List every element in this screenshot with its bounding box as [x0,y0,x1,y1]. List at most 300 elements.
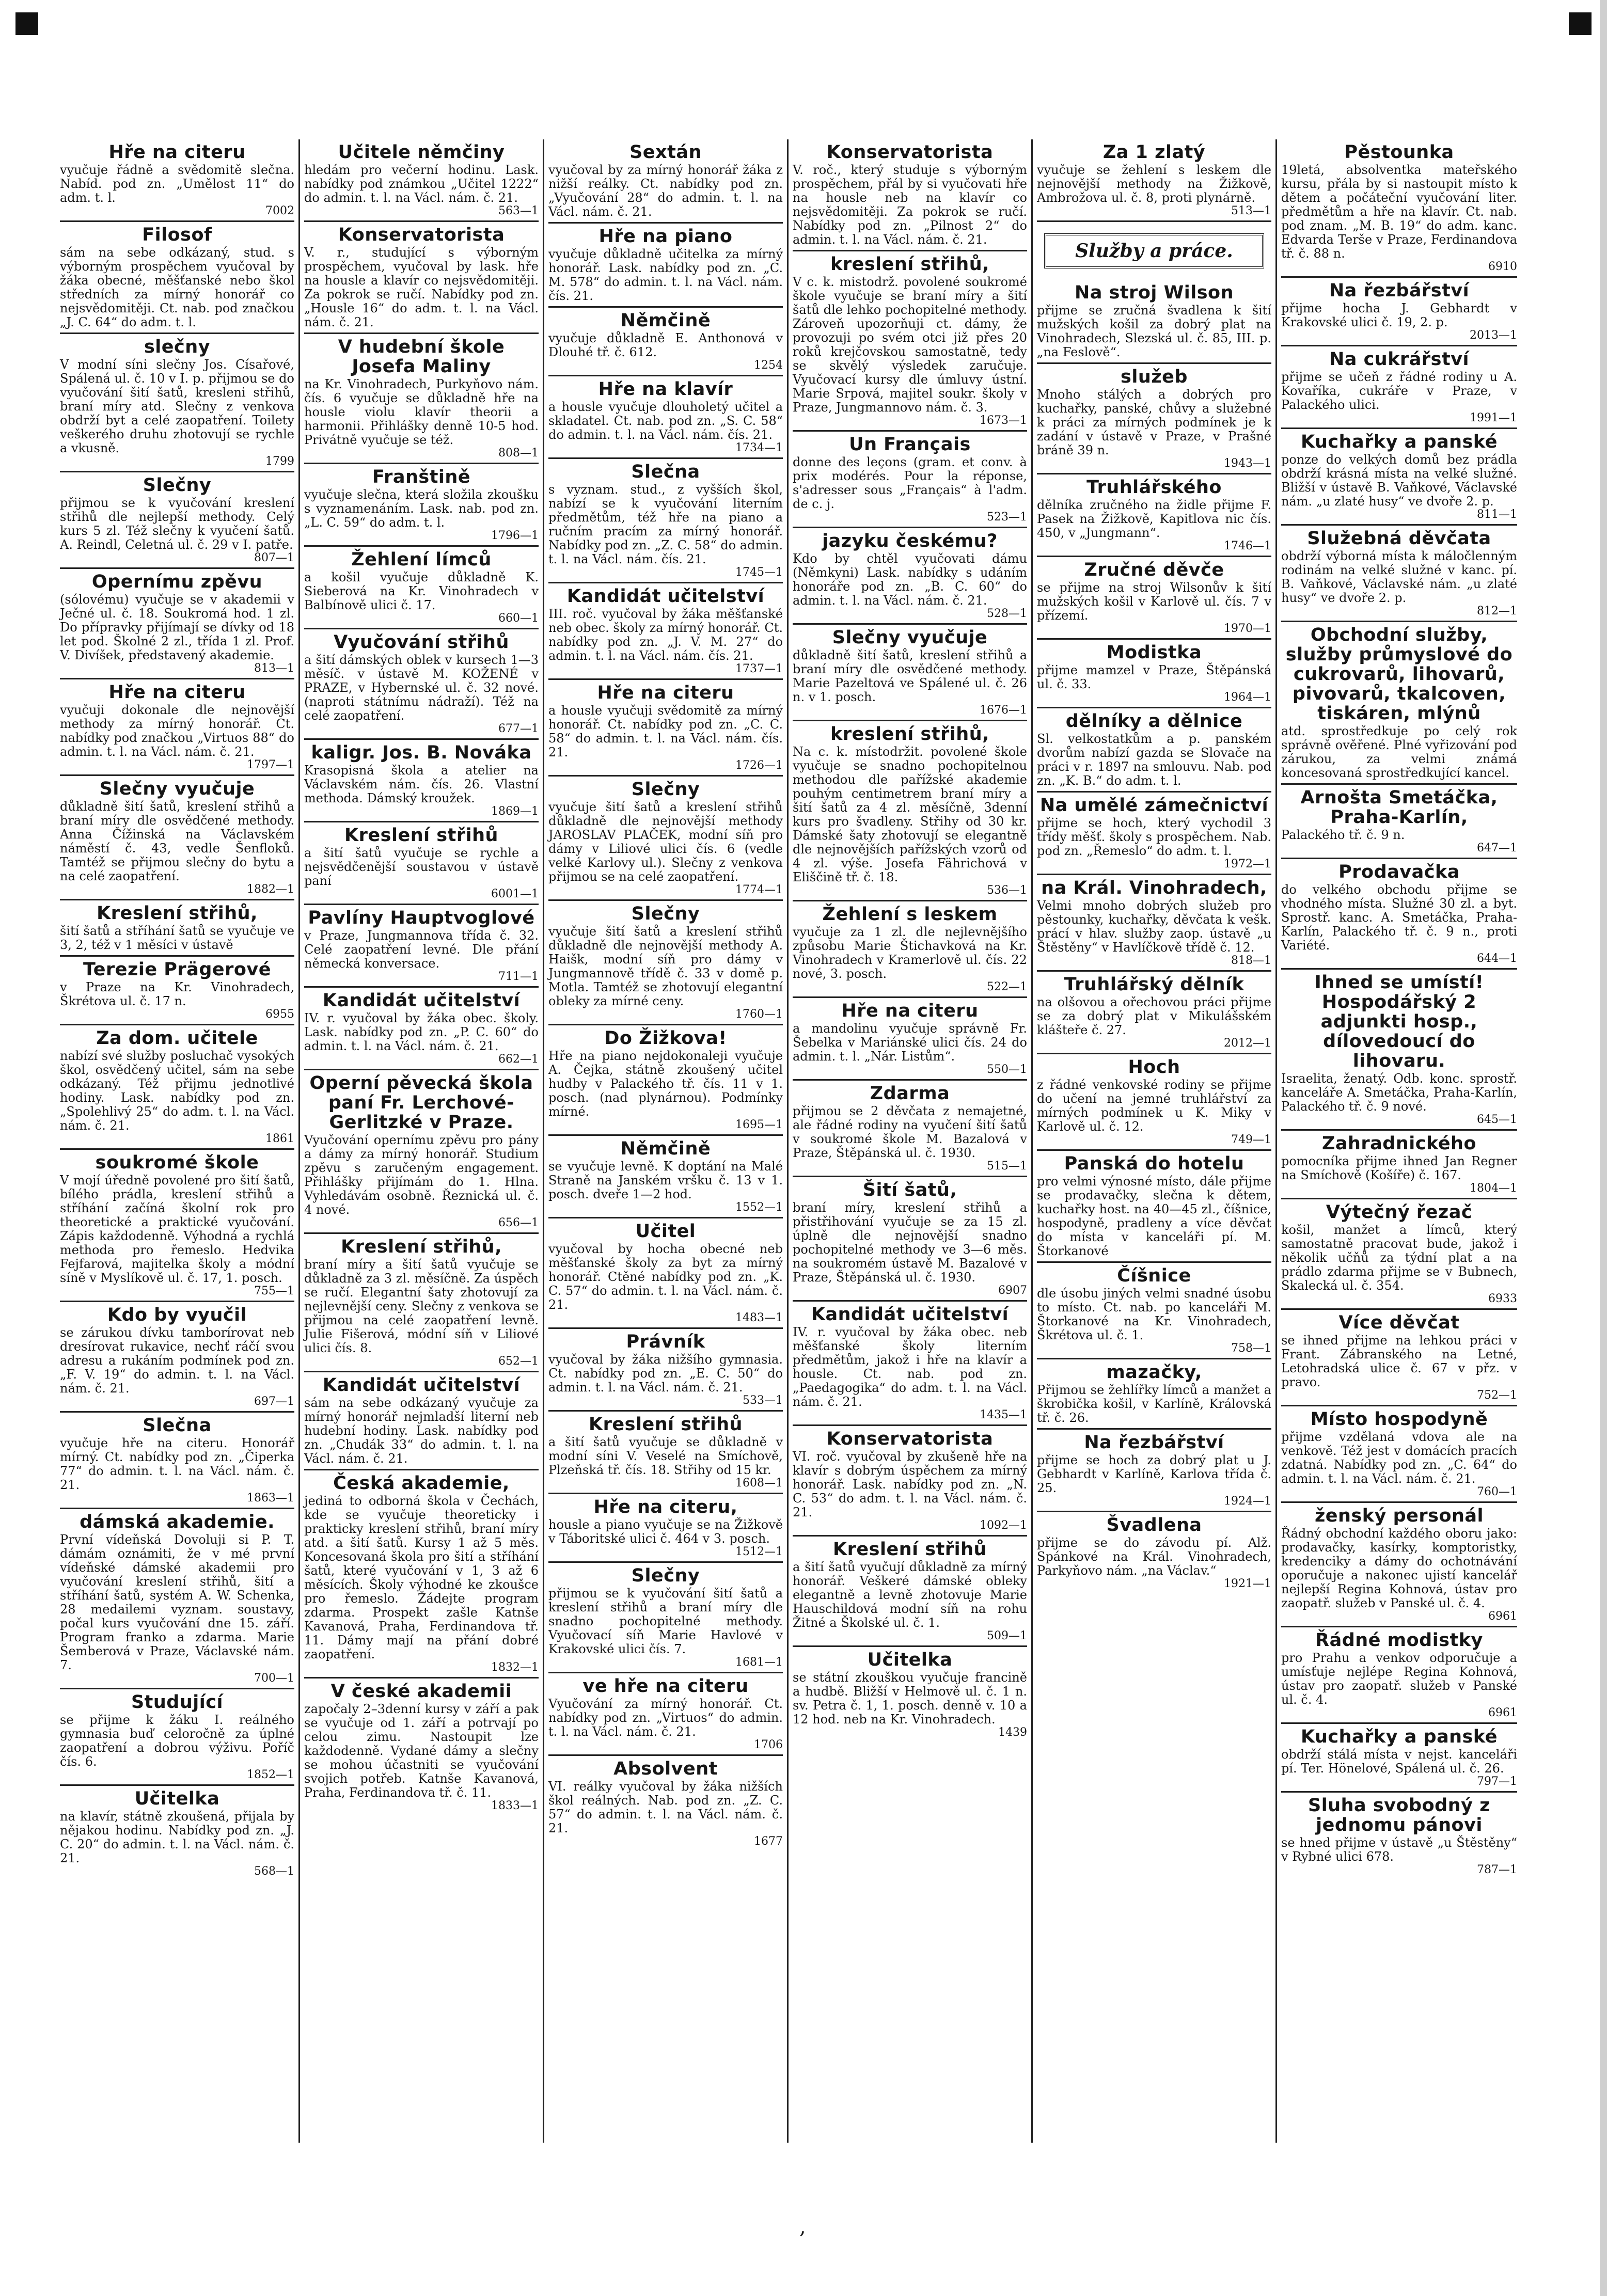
classified-ad [1037,280,1271,364]
ad-body: vyučuje důkladně E. Anthonová v Dlouhé tř. č. 612. [548,331,783,359]
ad-title: Hoch [1128,1057,1180,1078]
ad-body: započaly 2–3denní kursy v září a pak se vyučuje od 1. září a potrvají po celou zimu. Nastoupit lze každodenně. Vydané dámy a slečny se mohou účastniti se vyučování svojich potřeb. Katnše Kavanová, Praha, Ferdinandova tř. č. 11. [304,1702,539,1800]
ad-reference-number: 1882—1 [247,883,294,896]
ad-reference-number: 1706 [754,1738,783,1751]
ad-title: ve hře na citeru [582,1676,749,1697]
ad-title: Žehlení s leskem [822,904,998,925]
ad-body: vyučoval by za mírný honorář žáka z nižší reálky. Ct. nabídky pod zn. „Vyučování 28“ do admin. t. l. na Václ. nám. č. 21. [548,163,783,219]
classified-ad [60,472,294,569]
ad-body: Přijmou se žehlířky límců a manžet a škrobička košil, v Karlíně, Královská tř. č. 26. [1037,1383,1271,1425]
ad-body: ponze do velkých domů bez prádla obdrží krásná místa na velké služné. Bližší v ústavě B. Vaňkové, Václavské nám. „u zlaté husy“ ve dvoře 2. p. [1281,452,1517,509]
ad-title: Konservatorista [338,225,505,245]
ad-reference-number: 528—1 [987,607,1027,620]
ad-title: na Král. Vinohradech, [1041,878,1267,898]
ad-body: vyučuje šití šatů a kreslení střihů důkladně dle nejnovější methody JAROSLAV PLAČEK, modní síň pro dámy v Liliové ulici čís. 6 (vedle velké Karlovy ul.). Slečny z venkova přijmou se na celé zaopatření. [548,800,783,884]
ad-title: Právník [626,1332,705,1352]
ad-title: Učitelka [867,1650,953,1670]
ad-title: dámská akademie. [80,1512,275,1532]
ad-title: Truhlářského [1086,477,1222,498]
classified-ad [60,1786,294,1881]
ad-title: Panská do hotelu [1064,1153,1244,1174]
classified-ad [1281,859,1517,970]
ad-reference-number: 652—1 [498,1355,539,1368]
ad-title: Slečna [143,1415,212,1436]
ad-reference-number: 1483—1 [735,1311,783,1324]
ad-reference-number: 1608—1 [735,1477,783,1490]
ad-reference-number: 1726—1 [735,759,783,772]
ad-title: Kreslení střihů [589,1414,743,1435]
ad-title: Hře na klavír [598,379,733,400]
ad-title: Kreslení střihů [344,825,498,846]
ad-reference-number: 760—1 [1477,1485,1517,1498]
ad-title: Konservatorista [826,142,994,163]
classified-ad [1281,346,1517,429]
ad-body: z řádné venkovské rodiny se přijme do učení na jemné truhlářství za mírných podmínek u K. Miky v Karlově ul. č. 12. [1037,1078,1271,1134]
ad-title: Opernímu zpěvu [91,572,263,592]
classified-ad [793,528,1027,625]
ad-reference-number: 662—1 [498,1053,539,1066]
ad-title: Zdarma [870,1083,950,1104]
ad-title: Slečna [631,462,700,482]
ad-title: dělníky a dělnice [1065,711,1243,732]
ad-title: Za 1 zlatý [1102,142,1206,163]
classified-ad [1037,1151,1271,1263]
corner-mark-right [1569,12,1592,35]
classified-ad [793,901,1027,998]
ad-body: sám na sebe odkázaný, stud. s výborným prospěchem vyučoval by žáka obecné, měšťanské nebo škol středních za mírný honorář co nejsvědomitěji. Ct. nab. pod značkou „J. C. 64“ do adm. t. l. [60,245,294,329]
ad-reference-number: 711—1 [498,970,539,983]
ad-title: Česká akademie, [333,1473,510,1494]
ad-body: a housle vyučuje dlouholetý učitel a skladatel. Ct. nab. pod zn. „S. C. 58“ do admin. t. l. na Václ. nám. čís. 21. [548,400,783,442]
ad-reference-number: 1863—1 [247,1492,294,1505]
classified-ad [60,139,294,222]
ad-body: se ihned přijme na lehkou práci v Frant. Zábranského na Letné, Letohradská ulice č. 67 v přz. v pravo. [1281,1333,1517,1389]
ad-title: Modistka [1106,642,1202,663]
ad-reference-number: 509—1 [987,1629,1027,1642]
ad-reference-number: 1435—1 [980,1408,1027,1421]
classified-ad [304,740,539,822]
classified-ad [304,139,539,222]
ad-reference-number: 811—1 [1477,508,1517,521]
ad-title: Studující [131,1692,224,1713]
classified-ad [548,376,783,459]
ad-title: Němčině [620,1138,711,1159]
ad-reference-number: 1852—1 [247,1768,294,1781]
ad-reference-number: 2012—1 [1224,1037,1271,1050]
ad-reference-number: 758—1 [1231,1342,1271,1355]
classified-ad [548,459,783,583]
ad-reference-number: 6910 [1488,260,1517,273]
ad-title: Slečny [631,779,700,800]
classified-ad [1037,1263,1271,1359]
classified-ad [548,1025,783,1136]
classified-ad [304,547,539,629]
ad-title: V české akademii [330,1681,512,1702]
ad-title: Franštině [372,467,471,487]
column-1 [56,139,300,2143]
ad-body: se státní zkouškou vyučuje francině a hudbě. Bližší v Helmově ul. č. 1 n. sv. Petra č. 1, 1. posch. denně v. 10 a 12 hod. neb na Kr. Vinohradech. [793,1670,1027,1727]
ad-reference-number: 550—1 [987,1063,1027,1076]
ad-title: Učitel [635,1221,696,1242]
ad-body: přijme vzdělaná vdova ale na venkově. Též jest v domácích pracích zdatná. Nabídky pod zn. „C. 64“ do admin. t. l. na Václ. nám. č. 21. [1281,1430,1517,1486]
ad-body: přijme se zručná švadlena k šití mužských košil za dobrý plat na Vinohradech, Slezská ul. č. 85, III. p. „na Feslově“. [1037,303,1271,359]
ad-body: V. roč., který studuje s výborným prospěchem, přál by si vyučovati hře na housle neb na klavír co nejsvědomitěji. Za pokrok se ručí. Nabídky pod zn. „Pilnost 2“ do admin. t. l. na Václ. nám. č. 21. [793,163,1027,247]
ad-body: přijme hocha J. Gebhardt v Krakovské ulici č. 19, 2. p. [1281,301,1517,329]
classified-ad [1281,1131,1517,1199]
ad-body: a šití šatů vyučuje se důkladně v modní síni V. Veselé na Smíchově, Plzeňská tř. čís. 18. Střihy od 15 kr. [548,1435,783,1477]
ad-reference-number: 1991—1 [1470,411,1517,424]
classified-ad [793,721,1027,901]
ad-body: na Kr. Vinohradech, Purkyňovo nám. čís. 6 vyučuje se důkladně hře na housle violu klavír theorii a harmonii. Přihlášky denně 10-5 hod. Privátně vyučuje se též. [304,377,539,447]
ad-title: Hře na piano [598,226,733,247]
classified-ad [304,1470,539,1679]
ad-body: a šití šatů vyučuje se rychle a nejsvědčenější soustavou v ústavě paní [304,846,539,888]
ad-reference-number: 807—1 [254,551,294,564]
ad-body: se přijme na stroj Wilsonův k šití mužských košil v Karlově ul. čís. 7 v přízemí. [1037,580,1271,623]
ad-title: Do Žižkova! [604,1028,727,1049]
ad-reference-number: 818—1 [1231,954,1271,967]
classified-ad [548,308,783,376]
classified-ad [1281,429,1517,526]
ad-body: První vídeňská Dovoluji si P. T. dámám oznámiti, že v mé první vídeňské dámské akademii pro vyučování kreslení střihů, šití a stříhání šatů, systém A. W. Schenka, 28 medailemi vyznam. soustavy, počal kurs vyučování dne 15. září. Program franko a zdarma. Marie Šemberová v Praze, Václavské nám. 7. [60,1532,294,1672]
ad-title: Hře na citeru, [593,1497,738,1517]
ad-title: Un Français [849,434,971,455]
ad-reference-number: 568—1 [254,1865,294,1878]
ad-reference-number: 6907 [998,1284,1027,1297]
ad-title: Služebná děvčata [1307,528,1491,549]
ad-body: Hře na piano nejdokonaleji vyučuje A. Čejka, státně zkoušený učitel hudby v Palackého tř. čís. 11 v 1. posch. (nad plynárnou). Podmínky mírné. [548,1049,783,1119]
ad-reference-number: 6961 [1488,1610,1517,1623]
ad-reference-number: 1676—1 [980,704,1027,717]
ad-title: kreslení střihů, [830,724,989,745]
ad-title: Hře na citeru [841,1001,979,1021]
ad-body: a mandolinu vyučuje správně Fr. Šebelka v Mariánské ulici čís. 24 do admin. t. l. „Nár. Listům“. [793,1021,1027,1064]
ad-body: přijmou se k vyučování kreslení střihů dle nejlepší methody. Celý kurs 5 zl. Též slečny k vyučení šatů. A. Reindl, Celetná ul. č. 29 v I. patře. [60,496,294,552]
ad-reference-number: 644—1 [1477,952,1517,965]
classified-ad [304,629,539,740]
ad-body: přijme se učeň z řádné rodiny u A. Kovaříka, cukráře v Praze, v Palackého ulici. [1281,370,1517,412]
ad-body: do velkého obchodu přijme se vhodného místa. Služné 30 zl. a byt. Sprostř. kanc. A. Smetáčka, Praha-Karlín, Palackého tř. č. 9 n., proti Variété. [1281,882,1517,953]
ad-body: braní míry, kreslení střihů a přistřihování vyučuje se za 15 zl. úplně dle nejnovější snadno pochopitelné methody ve 3—6 měs. na soukromém ústavě M. Bazalové v Praze, Štěpánská ul. č. 1930. [793,1200,1027,1285]
ad-title: Více děvčat [1338,1312,1460,1333]
corner-mark-left [15,12,38,35]
classified-ad [60,679,294,776]
column-3 [544,139,789,2143]
classified-ad [793,1426,1027,1537]
ad-reference-number: 1799 [265,455,294,468]
ad-reference-number: 656—1 [498,1216,539,1229]
ad-body: se přijme k žáku I. reálného gymnasia buď celoročně za úplné zaopatření a dobrou výživu. Poříč čís. 6. [60,1713,294,1769]
ad-reference-number: 1943—1 [1224,457,1271,470]
ad-title: Řádné modistky [1315,1630,1483,1651]
classified-ad [1037,875,1271,972]
ad-reference-number: 515—1 [987,1160,1027,1173]
classified-ad [793,1177,1027,1302]
classified-ad [793,1302,1027,1426]
classified-ad [1037,640,1271,708]
classified-ad [1281,1406,1517,1503]
ad-body: pomocníka přijme ihned Jan Regner na Smíchově (Košíře) č. 167. [1281,1154,1517,1182]
ad-body: pro velmi výnosné místo, dále přijme se prodavačky, slečna k dětem, kuchařky host. na 40—45 zl., číšnice, hospodyně, pradleny a více děvčat do místa v kanceláři pí. M. Štorkanové [1037,1174,1271,1258]
ad-title: kreslení střihů, [830,254,989,275]
ad-title: Slečny [631,904,700,924]
ad-reference-number: 513—1 [1231,204,1271,217]
classified-ad [1281,526,1517,622]
classified-ad [1037,1054,1271,1151]
ad-body: přijmou se k vyučování šití šatů a kreslení střihů a braní míry dle snadno pochopitelné methody. Vyučovací síň Marie Havlové v Krakovské ulici čís. 7. [548,1586,783,1656]
ad-reference-number: 1972—1 [1224,858,1271,870]
classified-ad [548,1329,783,1412]
ad-body: Vyučování za mírný honorář. Ct. nabídky pod zn. „Virtuos“ do admin. t. l. na Václ. nám. č. 21. [548,1697,783,1739]
ad-body: obdrží stálá místa v nejst. kanceláři pí. Ter. Hönelové, Spálená ul. č. 26. [1281,1747,1517,1776]
ad-body: vyučuji dokonale dle nejnovější methody za mírný honorář. Ct. nabídky pod značkou „Virtuos 88“ do admin. t. l. na Václ. nám. č. 21. [60,703,294,759]
classified-ad [793,432,1027,528]
ad-title: Místo hospodyně [1310,1409,1488,1430]
ad-reference-number: 1745—1 [735,566,783,579]
classified-ad [304,905,539,988]
ad-reference-number: 813—1 [254,662,294,675]
classified-ad [60,1150,294,1302]
ad-body: důkladně šití šatů, kreslení střihů a braní míry dle osvědčené methody. Marie Pazeltová ve Spálené ul. č. 26 n. v 1. posch. [793,648,1027,704]
ad-title: V hudební škole Josefa Maliny [338,337,505,377]
ad-body: v Praze na Kr. Vinohradech, Škrétova ul. č. 17 n. [60,980,294,1008]
ad-body: vyučuje slečna, která složila zkoušku s vyznamenáním. Lask. nab. pod zn. „L. C. 59“ do adm. t. l. [304,487,539,530]
ad-title: Slečny [631,1565,700,1586]
ad-body: na olšovou a ořechovou práci přijme se za dobrý plat v Mikulášském klášteře č. 27. [1037,995,1271,1037]
classified-ad [1037,474,1271,557]
ad-body: vyučuje šití šatů a kreslení střihů důkladně dle nejnovější methody A. Haišk, modní síň pro dámy v Jungmannově třídě č. 33 v domě p. Motla. Tamtéž se zhotovují elegantní obleky za mírné ceny. [548,924,783,1008]
ad-title: Ihned se umístí! Hospodářský 2 adjunkti hosp., dílovedoucí do lihovaru. [1314,972,1484,1071]
ad-title: Arnošta Smetáčka, Praha-Karlín, [1300,787,1498,828]
classified-ad [304,988,539,1070]
ad-body: hledám pro večerní hodinu. Lask. nabídky pod známkou „Učitel 1222“ do admin. t. l. na Václ. nám. č. 21. [304,163,539,205]
classified-ad [304,1234,539,1372]
ad-title: Sluha svobodný z jednomu pánovi [1308,1795,1490,1835]
ad-body: a housle vyučuji svědomitě za mírný honorář. Ct. nabídky pod zn. „C. C. 58“ do admin. t. l. na Václ. nám. čís. 21. [548,703,783,759]
classified-ad [304,1372,539,1470]
classified-ad [1281,622,1517,785]
ad-title: Sextán [629,142,702,163]
ad-reference-number: 2013—1 [1470,329,1517,342]
ad-body: důkladně šití šatů, kreslení střihů a braní míry dle osvědčené methody. Anna Čížinská na Václavském náměstí č. 43, vedle Šenfloků. Tamtéž se přijmou slečny do bytu a na celé zaopatření. [60,799,294,883]
ad-title: slečny [144,337,211,357]
ad-body: V modní síni slečny Jos. Císařové, Spálená ul. č. 10 v I. p. přijmou se do vyučování šití šatů, kresleni střihů, braní míry atd. Slečny z venkova obdrží byt a celé zaopatření. Toilety veškerého druhu zhotovují se rychle a vkusně. [60,357,294,455]
classified-ad [60,1302,294,1413]
ad-title: Hře na citeru [108,142,246,163]
ad-title: Slečny vyučuje [99,779,255,799]
ad-reference-number: 1832—1 [491,1661,539,1674]
ad-reference-number: 1796—1 [491,529,539,542]
ad-title: Konservatorista [826,1429,994,1449]
classified-ad [1037,1430,1271,1512]
ad-title: Slečny [143,475,212,496]
ad-body: vyučuje se žehlení s leskem dle nejnovější methody na Žižkově, Ambrožova ul. č. 8, proti plynárně. [1037,163,1271,205]
ad-reference-number: 1964—1 [1224,691,1271,704]
classified-ad [548,1218,783,1329]
ad-reference-number: 697—1 [254,1395,294,1408]
ad-body: V. r., studující s výborným prospěchem, vyučoval by lask. hře na housle a klavír co nejsvědomitěji. Za pokrok se ručí. Nabídky pod zn. „Housle 16“ do adm. t. l. na Václ. nám. č. 21. [304,245,539,329]
ad-body: obdrží výborná místa k máločlenným rodinám na velké služné v kanc. pí. B. Vaňkové, Václavské nám. „u zlaté husy“ ve dvoře 2. p. [1281,549,1517,605]
ad-reference-number: 1737—1 [735,662,783,675]
ad-body: a šití šatů vyučují důkladně za mírný honorář. Veškeré dámské obleky elegantně a levně zhotovuje Marie Hauschildová modní síň na rohu Žitné a Školské ul. č. 1. [793,1560,1027,1630]
ad-body: pro Prahu a venkov odporučuje a umísťuje nejlépe Regina Kohnová, ústav pro zaopatř. služeb v Panské ul. č. 4. [1281,1651,1517,1707]
ad-body: přijme mamzel v Praze, Štěpánská ul. č. 33. [1037,663,1271,691]
ad-title: Na řezbářství [1084,1432,1224,1453]
ad-reference-number: 1869—1 [491,805,539,818]
ad-title: služeb [1121,367,1188,387]
ad-reference-number: 1734—1 [735,441,783,454]
classified-ad [1037,1512,1271,1593]
ad-title: soukromé škole [95,1152,259,1173]
ad-reference-number: 700—1 [254,1672,294,1685]
ad-title: Prodavačka [1338,862,1460,882]
ad-title: kaligr. Jos. B. Nováka [311,742,532,763]
classified-ad [548,583,783,680]
ad-reference-number: 1254 [754,359,783,372]
classified-ad [793,998,1027,1081]
column-6 [1277,139,1521,2143]
ad-body: a šití dámských oblek v kursech 1—3 měsíč. v ústavě M. KOŽENÉ v PRAZE, v Hybernské ul. č. 32 nové. (naproti státnímu nádraží). Též na celé zaopatření. [304,653,539,723]
ad-title: Pěstounka [1344,142,1454,163]
classified-ad [60,569,294,679]
ad-body: V mojí úředně povolené pro šití šatů, bílého prádla, kreslení střihů a stříhání začíná školní rok pro theoretické a praktické vyučování. Zápis každodenně. Výhodná a rychlá methoda pro řemeslo. Hedvika Fejfarová, majitelka školy a módní síně v Myslíkově ul. č. 17, 1. posch. [60,1173,294,1285]
classified-ad [548,1673,783,1756]
ad-reference-number: 1924—1 [1224,1495,1271,1508]
classified-ad [1281,1724,1517,1793]
ad-reference-number: 1760—1 [735,1008,783,1021]
ad-body: VI. reálky vyučoval by žáka nižších škol reálných. Nab. pod zn. „Z. C. 57“ do admin. t. l. na Václ. nám. č. 21. [548,1779,783,1835]
classified-ad [793,1537,1027,1647]
ad-title: Kandidát učitelství [322,990,521,1011]
ad-title: Kuchařky a panské [1300,1727,1498,1747]
ad-title: Číšnice [1117,1265,1191,1286]
classified-ad [1281,1793,1517,1879]
ad-reference-number: 522—1 [987,980,1027,993]
classified-ad [548,1136,783,1218]
ad-reference-number: 647—1 [1477,842,1517,854]
classified-ad [60,957,294,1025]
classified-ad [548,777,783,901]
ad-title: Za dom. učitele [96,1028,258,1049]
ad-reference-number: 1861 [265,1132,294,1145]
ad-body: Israelita, ženatý. Odb. konc. sprostř. kanceláře A. Smetáčka, Praha-Karlín, Palackého tř. č. 9 nové. [1281,1071,1517,1114]
ad-title: Na umělé zámečnictví [1039,795,1269,816]
ad-body: jediná to odborná škola v Čechách, kde se vyučuje theoreticky i prakticky kreslení střihů, braní míry atd. a šití šatů. Kursy 1 až 5 měs. Koncesovaná škola pro šití a stříhání šatů, které vyučování v 1, 3 až 6 měsících. Školy výhodné ke zkoušce pro řemeslo. Žádejte program zdarma. Prospekt zašle Katnše Kavanová, Praha, Ferdinandova tř. 11. Dámy mají na přání dobré zaopatření. [304,1494,539,1661]
ad-reference-number: 1673—1 [980,414,1027,427]
classified-ad [304,334,539,464]
ad-body: se hned přijme v ústavě „u Štěstěny“ v Rybné ulici 678. [1281,1835,1517,1864]
ad-body: se vyučuje levně. K doptání na Malé Straně na Janském vršku č. 13 v 1. posch. dveře 1—2 hod. [548,1159,783,1201]
ad-body: košil, manžet a límců, který samostatně pracovat bude, jakož i několik učňů za týdní plat a na prádlo zdarma přijme se v Bubnech, Skalecká ul. č. 354. [1281,1223,1517,1293]
classified-ad [1281,970,1517,1131]
classified-ad [1281,1310,1517,1406]
ad-body: šití šatů a stříhání šatů se vyučuje ve 3, 2, též v 1 měsíci v ústavě [60,924,294,952]
classified-ad [1281,1199,1517,1310]
classified-ad [1281,139,1517,278]
ad-title: Filosof [142,225,212,245]
column-2 [300,139,544,2143]
column-5 [1033,139,1277,2143]
ad-title: Výtečný řezač [1326,1202,1473,1223]
ad-title: Žehlení límců [351,549,492,570]
ad-title: Na cukrářství [1329,349,1470,370]
ad-reference-number: 7002 [265,204,294,217]
ad-reference-number: 677—1 [498,722,539,735]
ad-body: a košil vyučuje důkladně K. Sieberová na Kr. Vinohradech v Balbínově ulici č. 17. [304,570,539,612]
ad-body: Velmi mnoho dobrých služeb pro pěstounky, kuchařky, děvčata k vešk. prácí v hlav. služby zaop. ústavě „u Štěstěny“ v Havlíčkově třídě č. 12. [1037,898,1271,955]
ad-reference-number: 1439 [998,1726,1027,1739]
ad-reference-number: 1552—1 [735,1201,783,1214]
ad-body: dle úsobu jiných velmi snadné úsobu to místo. Ct. nab. po kanceláři M. Štorkanové na Kr. Vinohradech, Škrétova ul. č. 1. [1037,1286,1271,1342]
ad-reference-number: 752—1 [1477,1389,1517,1402]
ad-body: vyučoval by žáka nižšího gymnasia. Ct. nabídky pod zn. „E. C. 50“ do admin. t. l. na Václ. nám. č. 21. [548,1352,783,1395]
classified-ad [1037,139,1271,222]
ad-reference-number: 660—1 [498,612,539,625]
ad-body: na klavír, státně zkoušená, přijala by nějakou hodinu. Nabídky pod zn. „J. C. 20“ do admin. t. l. na Václ. nám. č. 21. [60,1809,294,1865]
ad-title: Švadlena [1106,1515,1202,1535]
ad-body: vyučuje důkladně učitelka za mírný honorář. Lask. nabídky pod zn. „C. M. 578“ do admin. t. l. na Václ. nám. čís. 21. [548,247,783,303]
classified-ad [548,139,783,224]
classified-ad [548,224,783,308]
ad-body: se zárukou dívku tamborírovat neb dresírovat rukavice, nechť ráčí svou adresu a rukáním podmínek pod zn. „F. V. 19“ do admin. t. l. na Václ. nám. č. 21. [60,1325,294,1396]
classified-ad [60,1025,294,1150]
ad-reference-number: 6001—1 [491,888,539,900]
ad-body: housle a piano vyučuje se na Žižkově v Táboritské ulici č. 464 v 3. posch. [548,1517,783,1546]
ad-reference-number: 797—1 [1477,1775,1517,1788]
classified-ad [304,1679,539,1815]
ad-title: Kreslení střihů, [97,903,258,924]
classified-ad [793,251,1027,432]
ad-reference-number: 1804—1 [1470,1182,1517,1195]
ad-reference-number: 812—1 [1477,605,1517,617]
classified-ad [1281,1627,1517,1724]
classified-ad [548,680,783,777]
ad-title: Pavlíny Hauptvoglové [308,908,535,928]
classified-ad [60,334,294,472]
ad-body: Kdo by chtěl vyučovati dámu (Němkyni) Lask. nabídky s udáním honoráře pod zn. „B. C. 60“ do admin. t. l. na Václ. nám. č. 21. [793,551,1027,608]
ad-body: (sólovému) vyučuje se v akademii v Ječné ul. č. 18. Soukromá hod. 1 zl. Do přípravky přijímají se dívky od 18 let pod. Školné 2 zl., třída 1 zl. Prof. V. Divíšek, představený akademie. [60,592,294,662]
ad-reference-number: 1797—1 [247,758,294,771]
ad-body: nabízí své služby posluchač vysokých škol, osvědčený učitel, sám na sebe odkázaný. Též přijmu jednotlivé hodiny. Lask. nabídky pod zn. „Spolehlivý 25“ do adm. t. l. na Václ. nám. č. 21. [60,1049,294,1133]
classified-ad [548,1563,783,1673]
classified-ad [793,625,1027,721]
ad-body: přijme se do závodu pí. Alž. Spánkové na Král. Vinohradech, Parkyňovo nám. „na Václav.“ [1037,1535,1271,1578]
classified-ad [1281,785,1517,859]
classified-ad [793,1081,1027,1177]
classified-ad [548,1756,783,1851]
ad-title: Kreslení střihů, [341,1237,502,1257]
ad-title: Absolvent [613,1759,718,1779]
classified-ad [548,901,783,1025]
ad-reference-number: 1746—1 [1224,540,1271,552]
ad-body: IV. r. vyučoval by žáka obec. neb měšťanské školy literním předmětům, jakož i hře na klavír a housle. Ct. nab. pod zn. „Paedagogika“ do adm. t. l. na Václ. nám. č. 21. [793,1325,1027,1409]
classified-ad [1037,364,1271,474]
classified-ad [304,464,539,547]
ad-title: Zručné děvče [1084,560,1224,580]
ad-body: dělníka zručného na židle přijme F. Pasek na Žižkově, Kapitlova nic čís. 450, v „Jungmann“. [1037,498,1271,540]
classified-ad [548,1494,783,1563]
ad-reference-number: 1681—1 [735,1656,783,1669]
ad-reference-number: 808—1 [498,447,539,460]
ad-body: vyučuje řádně a svědomitě slečna. Nabíd. pod zn. „Umělost 11“ do adm. t. l. [60,163,294,205]
ad-title: Kuchařky a panské [1300,432,1498,452]
ad-title: Vyučování střihů [334,632,509,653]
ad-reference-number: 645—1 [1477,1113,1517,1126]
ad-title: Terezie Prägerové [83,959,271,980]
ad-title: Hře na citeru [597,683,734,703]
ad-reference-number: 533—1 [743,1394,783,1407]
classified-ad [1037,708,1271,793]
